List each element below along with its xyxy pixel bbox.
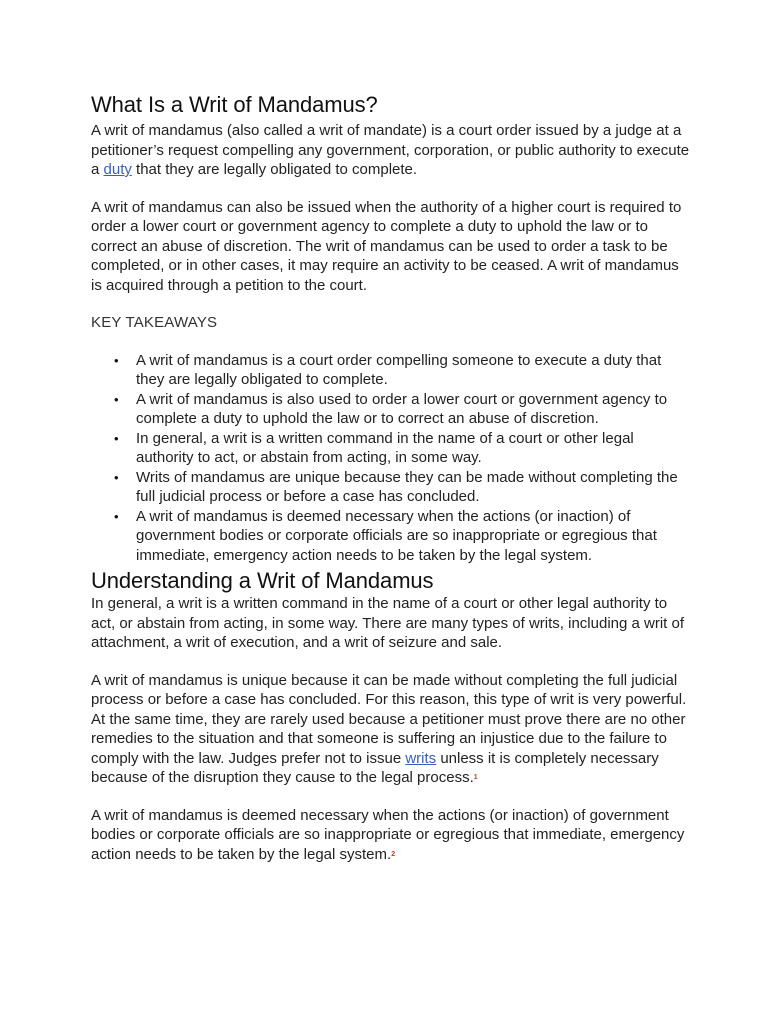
- takeaway-item: [114, 507, 691, 566]
- intro-text-end: that they are legally obligated to complete.: [131, 161, 418, 178]
- takeaway-text: A writ of mandamus is deemed necessary when the actions (or inaction) of government bodies or corporate officials are so inappropriate or egregious that immediate, emergency action needs to be taken by the legal system.: [136, 507, 657, 564]
- takeaway-text: Writs of mandamus are unique because they can be made without completing the full judicial process or before a case has concluded.: [136, 468, 678, 505]
- takeaway-text: A writ of mandamus is a court order compelling someone to execute a duty that they are legally obligated to complete.: [136, 351, 662, 388]
- bullet-icon: •: [114, 391, 119, 407]
- takeaway-item: [114, 468, 691, 507]
- section-heading-understanding: Understanding a Writ of Mandamus: [91, 568, 434, 593]
- takeaway-item: [114, 390, 691, 429]
- unique-writ-paragraph: [91, 671, 691, 788]
- takeaway-item: [114, 351, 691, 390]
- unique-writ-text-end: unless it is completely necessary because of the disruption they cause to the legal process.: [91, 749, 659, 786]
- deemed-necessary-paragraph: [91, 806, 691, 865]
- takeaway-text: A writ of mandamus is also used to order a lower court or government agency to complete a duty to uphold the law or to correct an abuse of discretion.: [136, 390, 668, 427]
- key-takeaways-title: KEY TAKEAWAYS: [91, 314, 218, 331]
- bullet-icon: •: [114, 430, 119, 446]
- article: [91, 92, 691, 864]
- takeaway-text: In general, a writ is a written command in the name of a court or other legal authority to act, or abstain from acting, in some way.: [136, 429, 634, 466]
- writs-link[interactable]: writs: [405, 749, 437, 767]
- footnote-2[interactable]: 2: [391, 850, 396, 858]
- bullet-icon: •: [114, 469, 119, 485]
- deemed-necessary-text: A writ of mandamus is deemed necessary when the actions (or inaction) of government bodies or corporate officials are so inappropriate or egregious that immediate, emergency action needs to be taken by the legal system.: [91, 806, 685, 863]
- intro-paragraph: [91, 121, 691, 180]
- section-heading-what-is: What Is a Writ of Mandamus?: [91, 92, 378, 117]
- higher-court-paragraph: A writ of mandamus can also be issued when the authority of a higher court is required to order a lower court or government agency to complete a duty to uphold the law or to correct an abuse of discretion. The writ of mandamus can be used to order a task to be completed, or in other cases, it may require an activity to be ceased. A writ of mandamus is acquired through a petition to the court.: [91, 198, 682, 294]
- takeaways-list: [91, 351, 691, 566]
- intro-text: A writ of mandamus (also called a writ of mandate) is a court order issued by a judge at a petitioner’s request compelling any government, corporation, or public authority to execute a: [91, 122, 690, 178]
- duty-link[interactable]: duty: [103, 161, 132, 178]
- takeaway-item: [114, 429, 691, 468]
- bullet-icon: •: [114, 352, 119, 368]
- unique-writ-text: A writ of mandamus is unique because it can be made without completing the full judicial process or before a case has concluded. For this reason, this type of writ is very powerful. At the same time, they are rarely used because a petitioner must prove there are no other remedies to the situation and that someone is suffering an injustice due to the failure to comply with the law. Judges prefer not to issue: [91, 671, 687, 767]
- writ-definition-paragraph: In general, a writ is a written command in the name of a court or other legal authority to act, or abstain from acting, in some way. There are many types of writs, including a writ of attachment, a writ of execution, and a writ of seizure and sale.: [91, 595, 685, 651]
- bullet-icon: •: [114, 508, 119, 524]
- footnote-1[interactable]: 1: [473, 774, 478, 781]
